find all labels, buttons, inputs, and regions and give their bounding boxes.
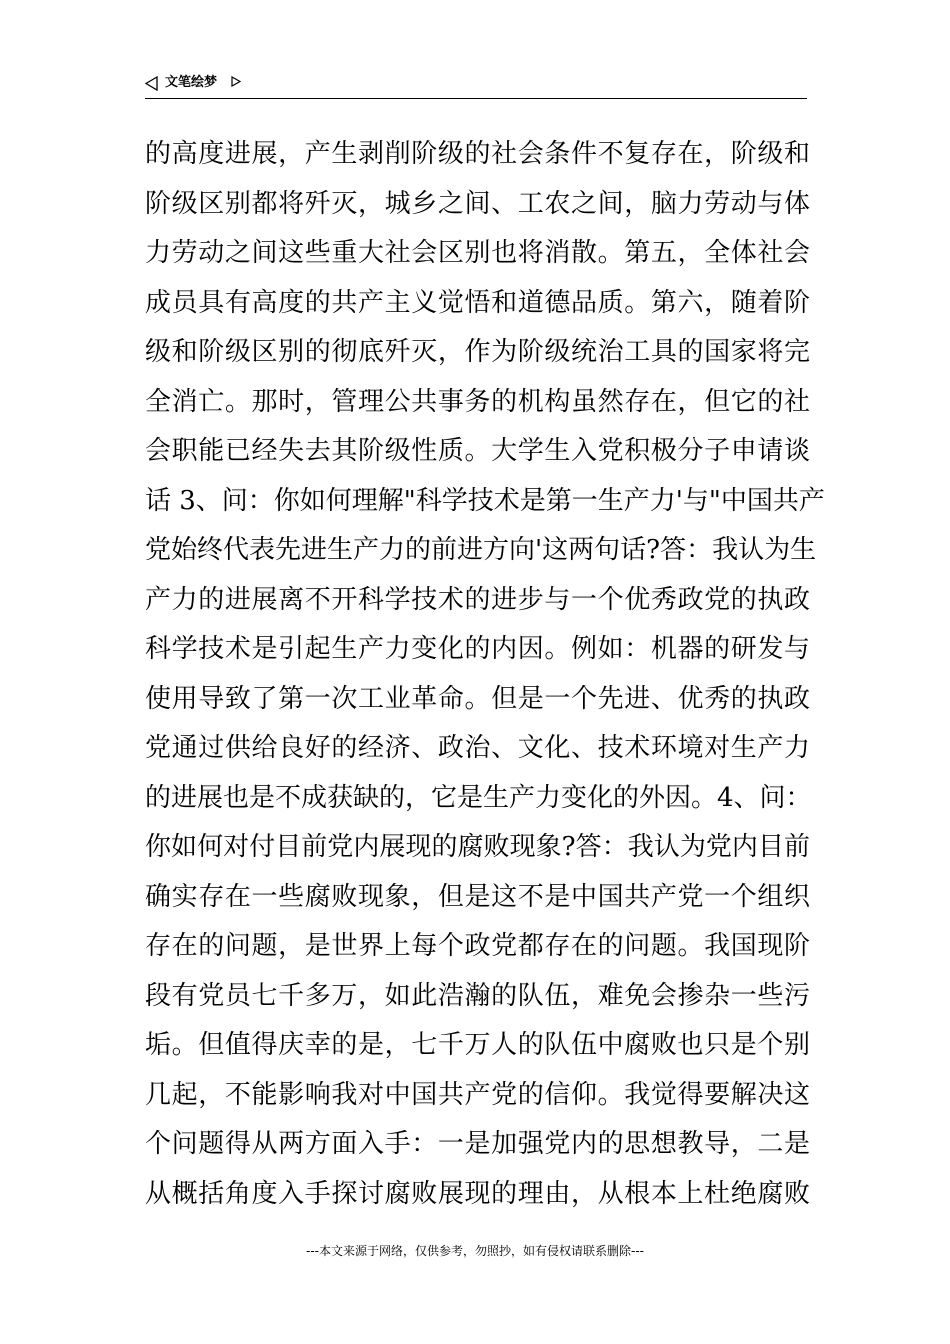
footer-disclaimer: ---本文来源于网络，仅供参考，勿照抄，如有侵权请联系删除---	[306, 1244, 644, 1258]
text-line: 党始终代表先进生产力的前进方向'这两句话?答：我认为生	[145, 535, 817, 565]
left-triangle-icon	[145, 76, 158, 91]
text-line: 垢。但值得庆幸的是，七千万人的队伍中腐败也只是个别	[145, 1030, 810, 1060]
text-line: 从概括角度入手探讨腐败展现的理由，从根本上杜绝腐败	[145, 1178, 810, 1209]
text-line: 全消亡。那时，管理公共事务的机构虽然存在，但它的社	[145, 386, 810, 417]
text-line: 你如何对付目前党内展现的腐败现象?答：我认为党内目前	[145, 832, 810, 862]
text-line: 党通过供给良好的经济、政治、文化、技术环境对生产力	[145, 733, 810, 763]
text-line: 的进展也是不成获缺的，它是生产力变化的外因。4、问：	[145, 782, 812, 813]
text-line: 产力的进展离不开科学技术的进步与一个优秀政党的执政	[145, 584, 810, 615]
text-line: 使用导致了第一次工业革命。但是一个先进、优秀的执政	[145, 683, 810, 714]
text-line: 话 3、问：你如何理解"科学技术是第一生产力'与"中国共产	[145, 485, 825, 516]
text-line: 阶级区别都将歼灭，城乡之间、工农之间，脑力劳动与体	[145, 188, 810, 219]
text-line: 几起，不能影响我对中国共产党的信仰。我觉得要解决这	[145, 1079, 810, 1110]
text-line: 确实存在一些腐败现象，但是这不是中国共产党一个组织	[145, 881, 810, 912]
text-line: 成员具有高度的共产主义觉悟和道德品质。第六，随着阶	[145, 287, 810, 318]
text-line: 的高度进展，产生剥削阶级的社会条件不复存在，阶级和	[145, 139, 810, 169]
brand-title: 文笔绘梦	[165, 75, 218, 90]
text-line: 科学技术是引起生产力变化的内因。例如：机器的研发与	[145, 634, 810, 664]
text-line: 力劳动之间这些重大社会区别也将消散。第五，全体社会	[145, 238, 810, 268]
document-body	[145, 130, 825, 1219]
text-line: 段有党员七千多万，如此浩瀚的队伍，难免会掺杂一些污	[145, 980, 810, 1011]
text-line: 会职能已经失去其阶级性质。大学生入党积极分子申请谈	[145, 436, 810, 466]
page-header	[145, 72, 807, 99]
text-line: 存在的问题，是世界上每个政党都存在的问题。我国现阶	[145, 931, 810, 961]
right-triangle-icon	[231, 76, 241, 87]
text-line: 级和阶级区别的彻底歼灭，作为阶级统治工具的国家将完	[145, 337, 810, 367]
text-line: 个问题得从两方面入手：一是加强党内的思想教导，二是	[145, 1129, 810, 1159]
